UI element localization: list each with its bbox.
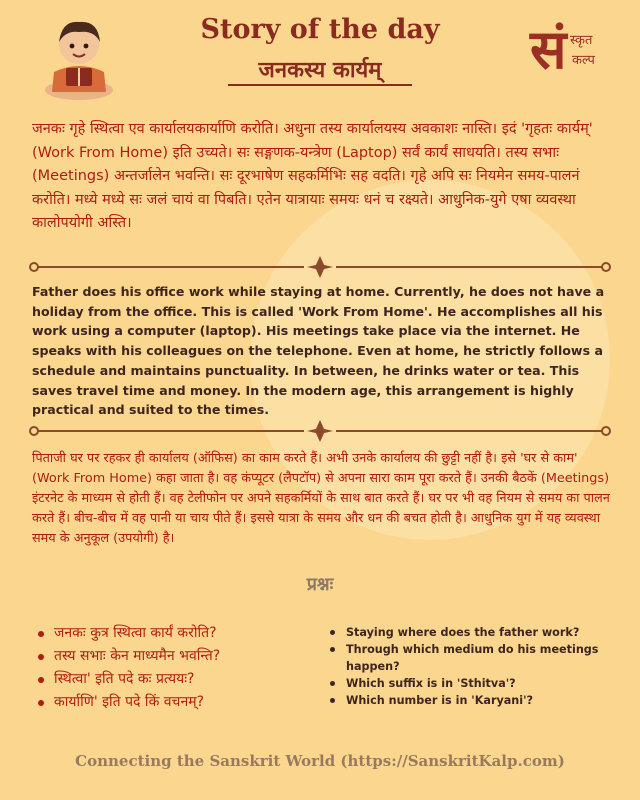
questions-heading: प्रश्नः bbox=[306, 574, 334, 595]
logo-mark: सं bbox=[530, 17, 567, 81]
footer-link[interactable]: Connecting the Sanskrit World (https://SanskritKalp.com) bbox=[75, 752, 565, 770]
story-title: जनकस्य कार्यम् bbox=[258, 57, 382, 83]
list-item: Staying where does the father work? bbox=[326, 624, 616, 641]
logo-text-bottom: कल्प bbox=[572, 53, 595, 68]
list-item: Which suffix is in 'Sthitva'? bbox=[326, 675, 616, 692]
list-item: Which number is in 'Karyani'? bbox=[326, 692, 616, 709]
hindi-story: पिताजी घर पर रहकर ही कार्यालय (ऑफिस) का काम करते हैं। अभी उनके कार्यालय की छुट्टी नहीं है। इसे 'घर से काम' (Work From Home) कहा जाता है। वह कंप्यूटर (लैपटॉप) से अपना सारा काम पूरा करते हैं। उनकी बैठकें (Meetings) इंटरनेट के माध्यम से होती हैं। वह टेलीफोन पर अपने सहकर्मियों के साथ बात करते हैं। घर पर भी वह नियम से समय का पालन करते हैं। बीच-बीच में वह पानी या चाय पीते हैं। इससे यात्रा के समय और धन की बचत होती है। आधुनिक युग में यह व्यवस्था समय के अनुकूल (उपयोगी) है। bbox=[32, 451, 610, 546]
page-title: Story of the day bbox=[200, 14, 440, 45]
english-questions-list bbox=[326, 624, 616, 709]
english-story: Father does his office work while staying at home. Currently, he does not have a holiday from the office. This is called 'Work From Home'. He accomplishes all his work using a computer (laptop). His meetings take place via the internet. He speaks with his colleagues on the telephone. Even at home, he strictly follows a schedule and maintains punctuality. In between, he drinks water or tea. This saves travel time and money. In the modern age, this arrangement is highly practical and suited to the times. bbox=[32, 284, 605, 418]
list-item: तस्य सभाः केन माध्यमैन भवन्ति? bbox=[34, 645, 334, 668]
logo-text-top: स्कृत bbox=[570, 33, 593, 48]
list-item: कार्याणि' इति पदे किं वचनम्? bbox=[34, 691, 334, 714]
sanskritkalp-logo bbox=[524, 17, 614, 94]
title-underline bbox=[228, 84, 412, 86]
ornament-divider bbox=[28, 256, 612, 278]
header bbox=[0, 0, 640, 110]
ornament-divider bbox=[28, 420, 612, 442]
list-item: जनकः कुत्र स्थित्वा कार्यं करोति? bbox=[34, 622, 334, 645]
sanskrit-questions-list bbox=[34, 622, 334, 714]
sanskrit-story: जनकः गृहे स्थित्वा एव कार्यालयकार्याणि करोति। अधुना तस्य कार्यालयस्य अवकाशः नास्ति। इदं 'गृहतः कार्यम्' (Work From Home) इति उच्यते। सः सङ्गणक-यन्त्रेण (Laptop) सर्वं कार्यं साधयति। तस्य सभाः (Meetings) अन्तर्जालेन भवन्ति। सः दूरभाषेण सहकर्मिभिः सह वदति। गृहे अपि सः नियमेन समय-पालनं करोति। मध्ये मध्ये सः जलं चायं वा पिबति। एतेन यात्रायाः समयः धनं च रक्ष्यते। आधुनिक-युगे एषा व्यवस्था कालोपयोगी अस्ति। bbox=[32, 121, 593, 231]
list-item: स्थित्वा' इति पदे कः प्रत्ययः? bbox=[34, 668, 334, 691]
list-item: Through which medium do his meetings happen? bbox=[326, 641, 616, 675]
